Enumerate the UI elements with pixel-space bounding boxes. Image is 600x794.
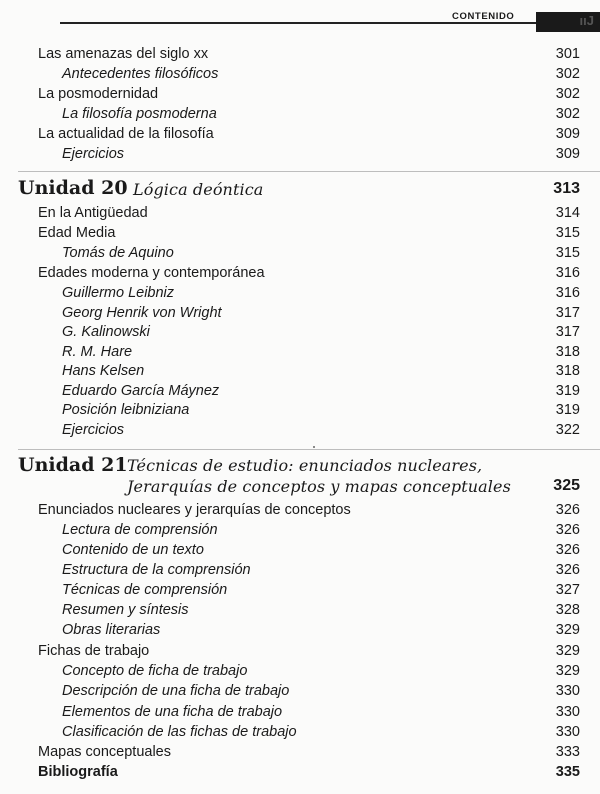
- toc-entry[interactable]: [0, 203, 600, 223]
- toc-subentry[interactable]: [0, 702, 600, 722]
- toc-entry-page: 326: [555, 542, 580, 558]
- toc-entry[interactable]: [0, 44, 600, 64]
- toc-entry-page: 326: [555, 562, 580, 578]
- unit-title: Lógica deóntica: [133, 180, 264, 199]
- toc-subentry[interactable]: [0, 580, 600, 600]
- toc-entry-label: La actualidad de la filosofía: [38, 126, 214, 142]
- toc-entry-page: 326: [555, 522, 580, 538]
- toc-entry-page: 302: [555, 106, 580, 122]
- toc-entry[interactable]: [0, 84, 600, 104]
- toc-subentry[interactable]: [0, 540, 600, 560]
- unit-page: 313: [553, 180, 580, 197]
- toc-entry-page: 316: [555, 265, 580, 281]
- header-title: CONTENIDO: [452, 11, 515, 22]
- toc-entry-label: Bibliografía: [38, 764, 118, 780]
- toc-entry-page: 316: [555, 285, 580, 301]
- toc-entry-page: 318: [555, 344, 580, 360]
- toc-entry-label: Eduardo García Máynez: [62, 383, 220, 399]
- toc-subentry[interactable]: [0, 620, 600, 640]
- toc-entry-label: Ejercicios: [62, 146, 125, 162]
- toc-entry[interactable]: [0, 263, 600, 283]
- toc-entry-page: 329: [555, 663, 580, 679]
- toc-entry-label: Estructura de la comprensión: [62, 562, 251, 578]
- toc-entry-page: 302: [555, 86, 580, 102]
- toc-entry[interactable]: [0, 641, 600, 661]
- toc-entry-label: R. M. Hare: [62, 344, 133, 360]
- toc-entry-label: Fichas de trabajo: [38, 643, 150, 659]
- toc-entry-label: Resumen y síntesis: [62, 602, 189, 618]
- toc-subentry[interactable]: [0, 104, 600, 124]
- toc-entry-page: 326: [555, 502, 580, 518]
- toc-subentry[interactable]: [0, 283, 600, 303]
- toc-subentry[interactable]: [0, 381, 600, 401]
- toc-subentry[interactable]: [0, 560, 600, 580]
- toc-entry-page: 318: [555, 363, 580, 379]
- toc-entry-page: 335: [555, 764, 580, 780]
- toc-entry-label: Guillermo Leibniz: [62, 285, 175, 301]
- toc-entry-label: Posición leibniziana: [62, 402, 190, 418]
- toc-entry[interactable]: [0, 223, 600, 243]
- toc-entry-label: Tomás de Aquino: [62, 245, 174, 261]
- toc-entry-label: Hans Kelsen: [62, 363, 145, 379]
- toc-subentry[interactable]: [0, 400, 600, 420]
- unit-label: Unidad 21: [18, 454, 128, 476]
- toc-entry-label: Georg Henrik von Wright: [62, 305, 222, 321]
- toc-subentry[interactable]: [0, 600, 600, 620]
- toc-entry[interactable]: [0, 500, 600, 520]
- toc-entry-label: Las amenazas del siglo xx: [38, 46, 209, 62]
- toc-entry-label: Técnicas de comprensión: [62, 582, 228, 598]
- toc-subentry[interactable]: [0, 303, 600, 323]
- toc-entry-page: 322: [555, 422, 580, 438]
- unit-20-heading[interactable]: [0, 177, 600, 201]
- section-divider: [18, 171, 600, 172]
- toc-subentry[interactable]: [0, 342, 600, 362]
- toc-entry-page: 301: [555, 46, 580, 62]
- toc-entry-page: 309: [555, 146, 580, 162]
- unit-21-heading[interactable]: [0, 454, 600, 498]
- toc-entry-label: La posmodernidad: [38, 86, 159, 102]
- unit-title-line2: Jerarquías de conceptos y mapas conceptuales: [127, 477, 511, 496]
- toc-entry[interactable]: [0, 742, 600, 762]
- toc-entry-label: Antecedentes filosóficos: [62, 66, 219, 82]
- toc-entry-page: 333: [555, 744, 580, 760]
- toc-entry-page: 330: [555, 704, 580, 720]
- toc-entry-label: G. Kalinowski: [62, 324, 150, 340]
- toc-entry-page: 317: [555, 324, 580, 340]
- toc-entry-page: 315: [555, 245, 580, 261]
- unit-title-line1: Técnicas de estudio: enunciados nucleares,: [127, 456, 483, 475]
- toc-subentry[interactable]: [0, 420, 600, 440]
- toc-entry-page: 319: [555, 402, 580, 418]
- toc-entry-page: 302: [555, 66, 580, 82]
- unit-page: 325: [553, 477, 580, 494]
- toc-subentry[interactable]: [0, 322, 600, 342]
- toc-entry-label: En la Antigüedad: [38, 205, 148, 221]
- toc-entry-page: 328: [555, 602, 580, 618]
- toc-entry-label: Elementos de una ficha de trabajo: [62, 704, 283, 720]
- toc-entry-page: 317: [555, 305, 580, 321]
- toc-entry-page: 329: [555, 622, 580, 638]
- toc-entry-page: 319: [555, 383, 580, 399]
- toc-entry-label: La filosofía posmoderna: [62, 106, 217, 122]
- toc-subentry[interactable]: [0, 661, 600, 681]
- unit-label: Unidad 20: [18, 177, 128, 199]
- toc-entry-label: Contenido de un texto: [62, 542, 204, 558]
- toc-subentry[interactable]: [0, 520, 600, 540]
- toc-entry-page: 314: [555, 205, 580, 221]
- toc-entry-label: Edad Media: [38, 225, 116, 241]
- section-divider: [18, 449, 600, 450]
- toc-entry-page: 309: [555, 126, 580, 142]
- toc-entry-label: Edades moderna y contemporánea: [38, 265, 265, 281]
- toc-entry-label: Ejercicios: [62, 422, 125, 438]
- toc-entry-label: Lectura de comprensión: [62, 522, 218, 538]
- toc-entry-page: 330: [555, 683, 580, 699]
- toc-subentry[interactable]: [0, 144, 600, 164]
- toc-subentry[interactable]: [0, 243, 600, 263]
- print-speck: [313, 446, 315, 448]
- toc-subentry[interactable]: [0, 361, 600, 381]
- toc-entry-page: 327: [555, 582, 580, 598]
- toc-entry[interactable]: [0, 124, 600, 144]
- toc-entry-page: 330: [555, 724, 580, 740]
- toc-subentry[interactable]: [0, 722, 600, 742]
- toc-entry-bibliography[interactable]: [0, 762, 600, 782]
- toc-subentry[interactable]: [0, 681, 600, 701]
- toc-entry-label: Enunciados nucleares y jerarquías de conceptos: [38, 502, 351, 518]
- toc-entry-page: 315: [555, 225, 580, 241]
- toc-entry-label: Clasificación de las fichas de trabajo: [62, 724, 297, 740]
- toc-entry-page: 329: [555, 643, 580, 659]
- toc-subentry[interactable]: [0, 64, 600, 84]
- header-corner-mark: ııJ: [579, 13, 594, 28]
- toc-entry-label: Mapas conceptuales: [38, 744, 171, 760]
- toc-entry-label: Concepto de ficha de trabajo: [62, 663, 248, 679]
- toc-entry-label: Descripción de una ficha de trabajo: [62, 683, 290, 699]
- toc-entry-label: Obras literarias: [62, 622, 161, 638]
